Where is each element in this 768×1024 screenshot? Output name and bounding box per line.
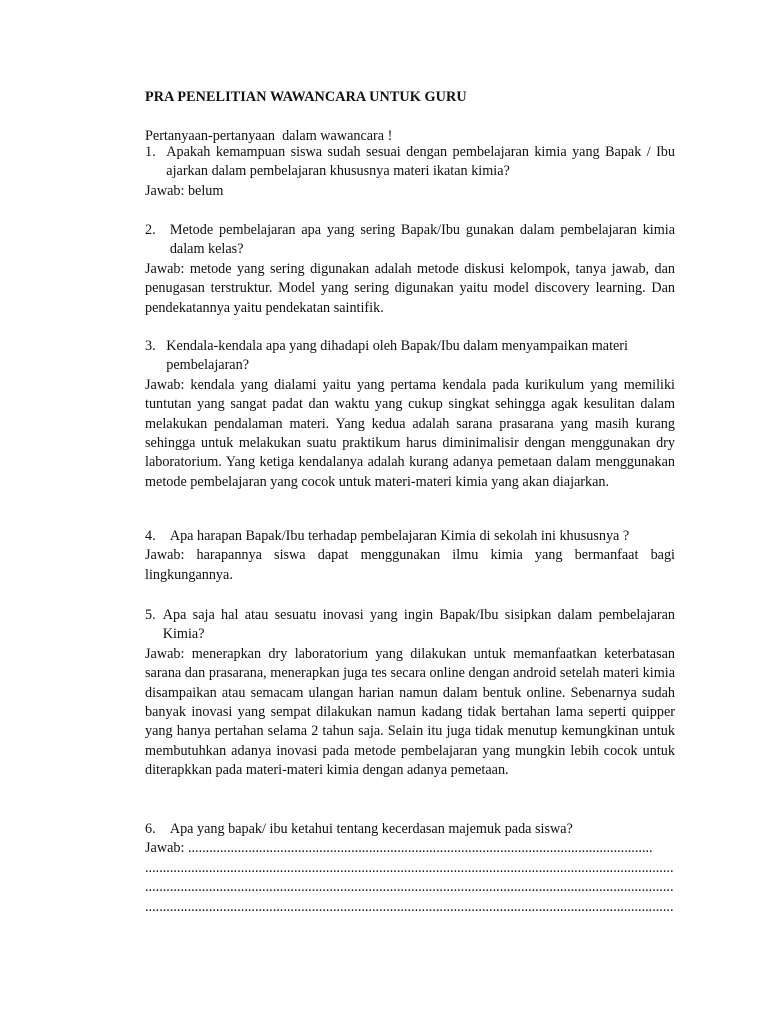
qa-item-4 [145, 527, 675, 585]
answer-text: Jawab: belum [145, 182, 224, 199]
question-number: 5. [145, 607, 163, 623]
document-title: PRA PENELITIAN WAWANCARA UNTUK GURU [145, 89, 467, 105]
answer-text: Jawab: metode yang sering digunakan adalah metode diskusi kelompok, tanya jawab, dan penugasan terstruktur. Model yang sering digunakan yaitu model discovery learning. Dan pendekatannya yaitu pendekatan saintifik. [145, 260, 675, 316]
qa-item-2 [145, 221, 675, 318]
answer-text: Jawab: ................................................................................................................................... [145, 840, 653, 857]
answer-text: Jawab: menerapkan dry laboratorium yang dilakukan untuk memanfaatkan keterbatasan sarana dan prasarana, menerapkan juga tes secara online dengan android setelah materi kimia disampaikan atau semacam ulangan harian namun dalam bentuk online. Sebenarnya sudah banyak inovasi yang sempat dilakukan namun kadang tidak bertahan lama seperti quipper yang hanya pertahan selama 2 tahun saja. Selain itu juga tidak menutup kemungkinan untuk membutuhkan adanya inovasi pada metode pembelajaran yang mungkin lebih cocok untuk diterapkkan pada materi-materi kimia dengan adanya pemetaan. [145, 645, 675, 779]
question-number: 6. [145, 821, 170, 837]
qa-item-5 [145, 606, 675, 781]
answer-text: Jawab: kendala yang dialami yaitu yang pertama kendala pada kurikulum yang memiliki tuntutan yang sangat padat dan waktu yang cukup singkat sehingga agak kesulitan dalam melakukan pendalaman materi. Yang kedua adalah sarana prasarana yang masih kurang sehingga untuk melakukan suatu praktikum harus diminimalisir dengan menggunakan dry laboratorium. Yang ketiga kendalanya adalah kurang adanya pemetaan dalam menggunakan metode pembelajaran yang cocok untuk materi-materi kimia yang akan diajarkan. [145, 376, 675, 490]
qa-item-1 [145, 143, 675, 201]
question-number: 3. [145, 338, 167, 354]
answer-blank-line: ..................................................................................................................................................... [145, 859, 674, 876]
answer-blank-line: ..................................................................................................................................................... [145, 879, 674, 896]
question-text: Apa harapan Bapak/Ibu terhadap pembelajaran Kimia di sekolah ini khususnya ? [169, 528, 630, 544]
intro-text: Pertanyaan-pertanyaan dalam wawancara ! [145, 128, 393, 144]
question-number: 1. [145, 144, 167, 160]
question-number: 2. [145, 222, 170, 238]
answer-blank-line: ..................................................................................................................................................... [145, 898, 674, 915]
question-text: Apa saja hal atau sesuatu inovasi yang ingin Bapak/Ibu sisipkan dalam pembelajaran Kimia? [162, 607, 675, 643]
question-text: Apakah kemampuan siswa sudah sesuai dengan pembelajaran kimia yang Bapak / Ibu ajarkan dalam pembelajaran khususnya materi ikatan kimia? [166, 144, 675, 180]
question-number: 4. [145, 528, 170, 544]
qa-item-6 [145, 820, 675, 917]
qa-item-3 [145, 337, 675, 492]
question-text: Kendala-kendala apa yang dihadapi oleh Bapak/Ibu dalam menyampaikan materi pembelajaran? [166, 338, 628, 374]
question-text: Apa yang bapak/ ibu ketahui tentang kecerdasan majemuk pada siswa? [169, 821, 573, 837]
question-text: Metode pembelajaran apa yang sering Bapak/Ibu gunakan dalam pembelajaran kimia dalam kelas? [169, 222, 675, 258]
answer-text: Jawab: harapannya siswa dapat menggunakan ilmu kimia yang bermanfaat bagi lingkungannya. [145, 547, 675, 583]
